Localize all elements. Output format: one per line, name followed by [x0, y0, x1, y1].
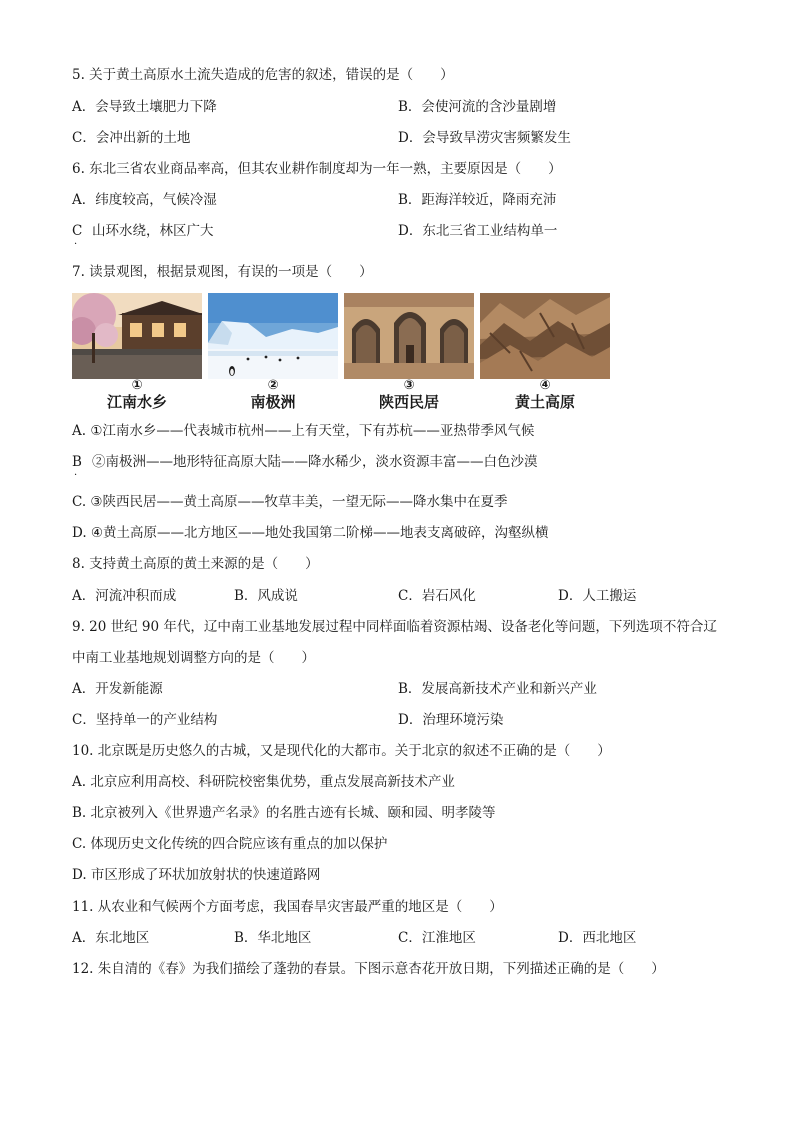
q7-option-c: C. ③陕西民居——黄土高原——牧草丰美，一望无际——降水集中在夏季 — [72, 494, 508, 510]
antarctica-image — [208, 293, 338, 379]
q8-stem: 8. 支持黄土高原的黄土来源的是（ ） — [72, 556, 319, 572]
q10-option-d: D. 市区形成了环状加放射状的快速道路网 — [72, 867, 321, 883]
q12-stem: 12. 朱自清的《春》为我们描绘了蓬勃的春景。下图示意杏花开放日期，下列描述正确的是（ ） — [72, 961, 665, 977]
q9-option-d: D．治理环境污染 — [398, 712, 504, 728]
image-4-number: ④ — [539, 378, 551, 393]
image-3-number: ③ — [403, 378, 415, 393]
image-1-caption: 江南水乡 — [106, 393, 167, 411]
shaanxi-dwelling-image — [344, 293, 474, 379]
q6-option-a: A．纬度较高，气候冷湿 — [72, 192, 217, 208]
q9-stem-line1: 9. 20 世纪 90 年代，辽中南工业基地发展过程中同样面临着资源枯竭、设备老化等问题，下列选项不符合辽 — [72, 619, 717, 635]
q5-option-c: C．会冲出新的土地 — [72, 130, 191, 146]
q6-stem: 6. 东北三省农业商品率高，但其农业耕作制度却为一年一熟，主要原因是（ ） — [72, 161, 562, 177]
q10-option-c: C. 体现历史文化传统的四合院应该有重点的加以保护 — [72, 836, 388, 852]
q5-option-d: D．会导致旱涝灾害频繁发生 — [398, 130, 571, 146]
q11-option-d: D．西北地区 — [558, 930, 637, 946]
q8-option-b: B．风成说 — [234, 588, 298, 604]
q9-option-b: B．发展高新技术产业和新兴产业 — [398, 681, 597, 697]
q9-stem-line2: 中南工业基地规划调整方向的是（ ） — [72, 650, 315, 666]
image-3-caption: 陕西民居 — [378, 393, 439, 411]
loess-plateau-image — [480, 293, 610, 379]
image-2-caption: 南极洲 — [250, 393, 296, 411]
q11-stem: 11. 从农业和气候两个方面考虑，我国春旱灾害最严重的地区是（ ） — [72, 899, 503, 915]
q10-stem: 10. 北京既是历史悠久的古城，又是现代化的大都市。关于北京的叙述不正确的是（ ） — [72, 743, 611, 759]
q5-option-b: B．会使河流的含沙量剧增 — [398, 99, 557, 115]
q8-option-c: C．岩石风化 — [398, 588, 476, 604]
q11-option-c: C．江淮地区 — [398, 930, 476, 946]
jiangnan-water-town-image — [72, 293, 202, 379]
q9-option-c: C．坚持单一的产业结构 — [72, 712, 218, 728]
q7-option-b-dot: · — [74, 470, 78, 481]
image-4-caption: 黄土高原 — [514, 393, 575, 411]
q9-option-a: A．开发新能源 — [72, 681, 163, 697]
q6-option-c-dot: · — [74, 239, 78, 250]
q7-stem: 7. 读景观图，根据景观图，有误的一项是（ ） — [72, 264, 373, 280]
q11-option-a: A．东北地区 — [72, 930, 150, 946]
q7-option-d: D. ④黄土高原——北方地区——地处我国第二阶梯——地表支离破碎，沟壑纵横 — [72, 525, 549, 541]
q10-option-b: B. 北京被列入《世界遗产名录》的名胜古迹有长城、颐和园、明孝陵等 — [72, 805, 496, 821]
q11-option-b: B．华北地区 — [234, 930, 312, 946]
q10-option-a: A. 北京应利用高校、科研院校密集优势，重点发展高新技术产业 — [72, 774, 455, 790]
q5-option-a: A．会导致土壤肥力下降 — [72, 99, 217, 115]
q6-option-c: 山环水绕，林区广大 — [92, 223, 214, 239]
q8-option-d: D．人工搬运 — [558, 588, 637, 604]
image-2-number: ② — [267, 378, 279, 393]
q6-option-b: B．距海洋较近，降雨充沛 — [398, 192, 557, 208]
q7-option-a: A. ①江南水乡——代表城市杭州——上有天堂，下有苏杭——亚热带季风气候 — [72, 423, 535, 439]
q6-option-c-letter: C — [72, 223, 83, 239]
q7-option-b-letter: B — [72, 454, 82, 470]
q6-option-d: D．东北三省工业结构单一 — [398, 223, 558, 239]
q8-option-a: A．河流冲积而成 — [72, 588, 177, 604]
landscape-figure — [72, 293, 612, 411]
image-1-number: ① — [131, 378, 143, 393]
q5-stem: 5. 关于黄土高原水土流失造成的危害的叙述，错误的是（ ） — [72, 67, 454, 83]
q7-option-b: ②南极洲——地形特征高原大陆——降水稀少，淡水资源丰富——白色沙漠 — [92, 454, 538, 470]
